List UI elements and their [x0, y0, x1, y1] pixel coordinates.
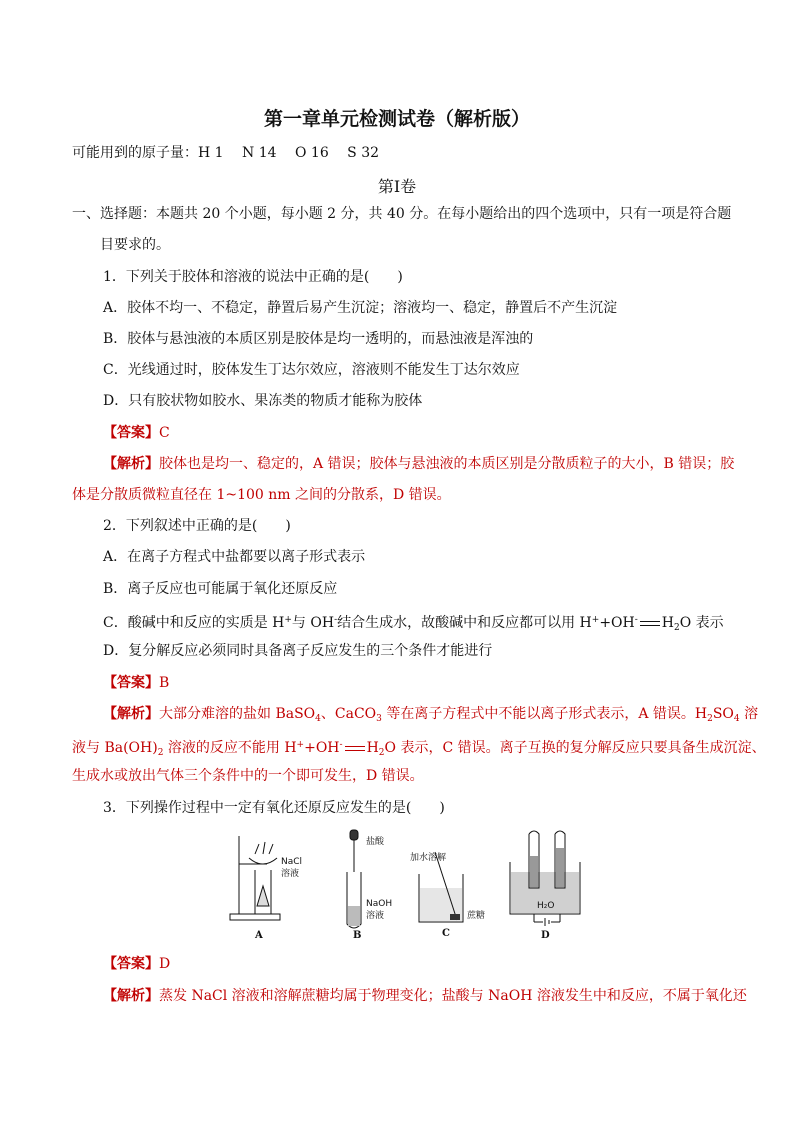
q2-c-text: 与 OH [291, 615, 335, 631]
q2-c-text: C．酸碱中和反应的实质是 H [103, 615, 285, 631]
q1-option-b: B．胶体与悬浊液的本质区别是胶体是均一透明的，而悬浊液是浑浊的 [103, 331, 534, 347]
subscript: 4 [733, 714, 740, 724]
part1-intro-cont: 目要求的。 [100, 237, 170, 253]
section-heading: 第Ⅰ卷 [377, 177, 417, 196]
q1-option-c: C．光线通过时，胶体发生丁达尔效应，溶液则不能发生丁达尔效应 [103, 362, 520, 378]
analysis-text: 大部分难溶的盐如 BaSO [159, 706, 316, 722]
q1-answer [103, 424, 170, 442]
subscript: 2 [157, 748, 164, 758]
q3-analysis-1 [103, 987, 747, 1005]
apparatus-a [230, 836, 280, 920]
q2-analysis-2: 液与 $Ba(OH)_2$ 溶液的反应不能用 H++OH- $H_2O$ 表示，C 错误。离子互换的复分解反应只要具备生成沉淀、 [72, 740, 766, 758]
subscript: 3 [376, 714, 382, 724]
analysis-tag: 【解析】 [103, 456, 159, 472]
apparatus-a-label1: NaCl [281, 857, 303, 867]
analysis-tag: 【解析】 [103, 706, 159, 722]
q2-option-a: A．在离子方程式中盐都要以离子形式表示 [103, 549, 366, 565]
analysis-text: H [366, 740, 379, 756]
part1-intro: 一、选择题：本题共 20 个小题，每小题 2 分，共 40 分。在每小题给出的四个选项中，只有一项是符合题 [72, 206, 732, 222]
answer-value: C [159, 425, 170, 441]
apparatus-b-label1: NaOH [366, 899, 393, 909]
q2-option-c: C．酸碱中和反应的实质是 H+与 OH-结合生成水，故酸碱中和反应都可以用 H++OH- $H_2O$ 表示 [103, 615, 724, 633]
apparatus-a-label2: 溶液 [281, 869, 300, 879]
equals-sign [640, 621, 660, 626]
subscript: 2 [707, 714, 713, 724]
analysis-text: 、CaCO [320, 706, 377, 722]
q1-analysis-1 [103, 455, 734, 473]
analysis-text: 蒸发 NaCl 溶液和溶解蔗糖均属于物理变化；盐酸与 NaOH 溶液发生中和反应，不属于氧化还 [159, 988, 747, 1004]
q1-option-a: A．胶体不均一、不稳定，静置后易产生沉淀；溶液均一、稳定，静置后不产生沉淀 [103, 300, 618, 316]
apparatus-b-label2: 溶液 [366, 911, 385, 921]
apparatus-c-label: 蔗糖 [467, 911, 486, 921]
apparatus-d [510, 831, 580, 926]
apparatus-b-caption: B [353, 930, 362, 941]
answer-value: B [159, 675, 170, 691]
analysis-tag: 【解析】 [103, 988, 159, 1004]
analysis-text: 溶液的反应不能用 H [163, 740, 297, 756]
q2-c-text: 结合生成水，故酸碱中和反应都可以用 H [337, 615, 592, 631]
q1-option-d: D．只有胶状物如胶水、果冻类的物质才能称为胶体 [103, 393, 423, 409]
apparatus-a-caption: A [255, 930, 263, 941]
answer-tag: 【答案】 [103, 425, 159, 441]
q2-stem: 2．下列叙述中正确的是( ) [103, 518, 291, 534]
apparatus-c-label-top: 加水溶解 [410, 853, 447, 863]
page-title: 第一章单元检测试卷（解析版） [263, 108, 530, 130]
q2-c-text: +OH [599, 615, 635, 631]
apparatus-d-label: H₂O [537, 901, 555, 911]
analysis-text: +OH [304, 740, 340, 756]
apparatus-b-label-top: 盐酸 [366, 837, 385, 847]
q2-analysis-1 [103, 705, 758, 728]
answer-value: D [159, 956, 171, 972]
analysis-text: 溶 [739, 706, 759, 722]
analysis-text: O 表示，C 错误。离子互换的复分解反应只要具备生成沉淀、 [384, 740, 766, 756]
q1-analysis-2: 体是分散质微粒直径在 1~100 nm 之间的分散系，D 错误。 [72, 487, 451, 503]
apparatus-c-caption: C [442, 928, 450, 939]
q3-apparatus-figure [225, 826, 585, 944]
apparatus-d-caption: D [541, 930, 550, 941]
apparatus-b [347, 830, 361, 928]
analysis-text: 液与 Ba(OH) [72, 740, 158, 756]
answer-tag: 【答案】 [103, 956, 159, 972]
analysis-text: 胶体也是均一、稳定的，A 错误；胶体与悬浊液的本质区别是分散质粒子的大小，B 错误；胶 [159, 456, 735, 472]
analysis-text: 等在离子方程式中不能以离子形式表示，A 错误。H [381, 706, 708, 722]
q2-analysis-3: 生成水或放出气体三个条件中的一个即可发生，D 错误。 [72, 768, 424, 784]
equals-sign [345, 746, 365, 751]
q2-answer [103, 674, 169, 692]
q3-stem: 3．下列操作过程中一定有氧化还原反应发生的是( ) [103, 800, 445, 816]
answer-tag: 【答案】 [103, 675, 159, 691]
q2-c-text: H [661, 615, 675, 631]
atomic-mass-line: 可能用到的原子量：H 1 N 14 O 16 S 32 [72, 145, 380, 161]
subscript: 2 [378, 748, 385, 758]
q1-stem: 1．下列关于胶体和溶液的说法中正确的是( ) [103, 269, 403, 285]
q3-answer [103, 955, 170, 973]
subscript: 4 [315, 714, 321, 724]
q2-option-b: B．离子反应也可能属于氧化还原反应 [103, 581, 338, 597]
q2-option-d: D．复分解反应必须同时具备离子反应发生的三个条件才能进行 [103, 643, 493, 659]
q2-c-text: O 表示 [679, 615, 724, 631]
analysis-text: SO [712, 706, 734, 722]
